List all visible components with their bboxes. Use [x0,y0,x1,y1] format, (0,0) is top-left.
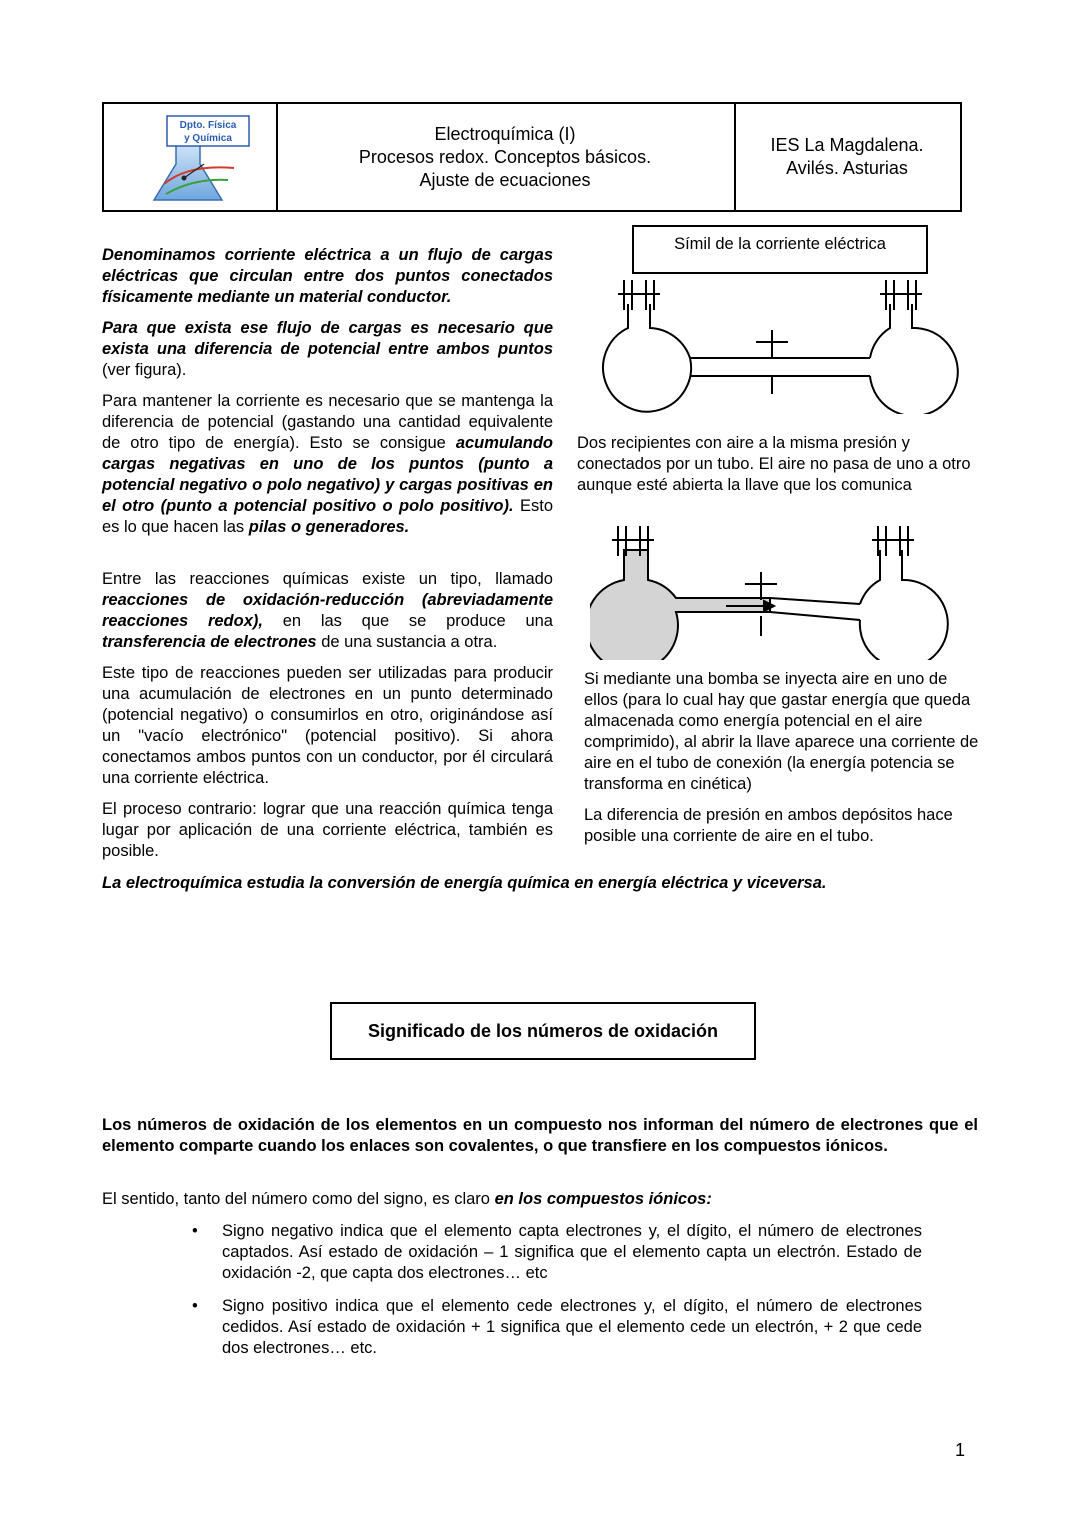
paragraph-definition: Denominamos corriente eléctrica a un flujo de cargas eléctricas que circulan entre dos puntos conectados físicamente mediante un material conductor. [102,246,553,306]
air-flow-arrow-icon [764,601,774,611]
title-line: Electroquímica (I) [434,123,576,144]
diagram-equal-pressure [590,274,970,414]
body-text: (ver figura). [102,361,187,379]
emphasis-text: acumulando cargas negativas en uno de los puntos (punto a potencial negativo o polo negativo) y cargas positivas en el otro (punto a potencial positivo o polo positivo). [102,434,553,515]
school-line: Avilés. Asturias [786,158,908,178]
logo-text-line-1: Dpto. Física [179,120,237,131]
list-item [190,1296,922,1359]
emphasis-text: transferencia de electrones [102,633,317,651]
paragraph-ionic-compounds [102,1189,978,1210]
figure-title-box [632,225,928,274]
figure-caption-equal: Dos recipientes con aire a la misma presión y conectados por un tubo. El aire no pasa de uno a otro aunque esté abierta la llave que los comunica [577,434,971,494]
department-logo [104,104,278,210]
paragraph-inverse-process: El proceso contrario: lograr que una reacción química tenga lugar por aplicación de una corriente eléctrica, también es posible. [102,800,553,860]
figure-caption-pump: Si mediante una bomba se inyecta aire en uno de ellos (para lo cual hay que gastar energía que queda almacenada como energía potencial en el aire comprimido), al abrir la llave aparece una corriente de aire en el tubo de conexión (la energía potencia se transforma en cinética) [584,670,979,793]
list-item-text: Signo negativo indica que el elemento capta electrones y, el dígito, el número de electrones captados. Así estado de oxidación – 1 significa que el elemento capta un electrón. Estado de oxidación -2, que capta dos electrones… etc [222,1222,922,1282]
school-line: IES La Magdalena. [770,135,924,155]
diagram-pressure-difference [590,520,970,660]
body-text: Esto es lo que hacen las [102,497,553,536]
paragraph-maintain-current [102,391,553,538]
body-text: Entre las reacciones químicas existe un tipo, llamado [102,570,553,588]
figure-title: Símil de la corriente eléctrica [674,235,886,253]
document-title [276,104,736,210]
body-text: El sentido, tanto del número como del signo, es claro [102,1190,495,1208]
document-header [102,102,962,212]
emphasis-text: pilas o generadores. [248,518,410,536]
list-item [190,1221,922,1284]
school-name [734,104,960,210]
section-title: Significado de los números de oxidación [367,1020,719,1041]
flask-logo-icon [104,104,276,210]
emphasis-text: reacciones de oxidación-reducción (abreviadamente reacciones redox), [102,591,553,630]
paragraph-potential-difference [102,318,553,381]
conclusion-statement: La electroquímica estudia la conversión de energía química en energía eléctrica y viceversa. [102,874,827,892]
paragraph-oxidation-numbers: Los números de oxidación de los elementos en un compuesto nos informan del número de electrones que el elemento comparte cuando los enlaces son covalentes, o que transfiere en los compuestos iónicos. [102,1116,978,1155]
list-item-text: Signo positivo indica que el elemento cede electrones y, el dígito, el número de electrones cedidos. Así estado de oxidación + 1 significa que el elemento cede un electrón, + 2 que cede dos electrones… etc. [222,1297,922,1357]
title-line: Procesos redox. Conceptos básicos. [358,146,652,167]
title-line: Ajuste de ecuaciones [419,169,591,190]
page-number: 1 [955,1440,966,1460]
logo-text-line-2: y Química [184,133,232,144]
paragraph-electron-accumulation: Este tipo de reacciones pueden ser utilizadas para producir una acumulación de electrones en un punto determinado (potencial negativo) o consumirlos en otro, originándose así un "vacío electrónico" (potencial positivo). Si ahora conectamos ambos puntos con un conductor, por él circulará una corriente eléctrica. [102,664,553,787]
bullet-list [190,1221,922,1371]
emphasis-text: en los compuestos iónicos: [494,1190,712,1208]
figure-caption-pressure: La diferencia de presión en ambos depósitos hace posible una corriente de aire en el tubo. [584,806,953,845]
paragraph-redox [102,569,553,653]
body-text: Para mantener la corriente es necesario que se mantenga la diferencia de potencial (gastando una cantidad equivalente de otro tipo de energía). Esto se consigue [102,392,553,452]
section-heading [330,1002,756,1060]
body-text: en las que se produce una [262,612,553,630]
body-text: de una sustancia a otra. [316,633,498,651]
bullet-icon: • [192,1222,198,1240]
bullet-icon: • [192,1297,198,1315]
emphasis-text: Para que exista ese flujo de cargas es necesario que exista una diferencia de potencial entre ambos puntos [102,319,553,358]
